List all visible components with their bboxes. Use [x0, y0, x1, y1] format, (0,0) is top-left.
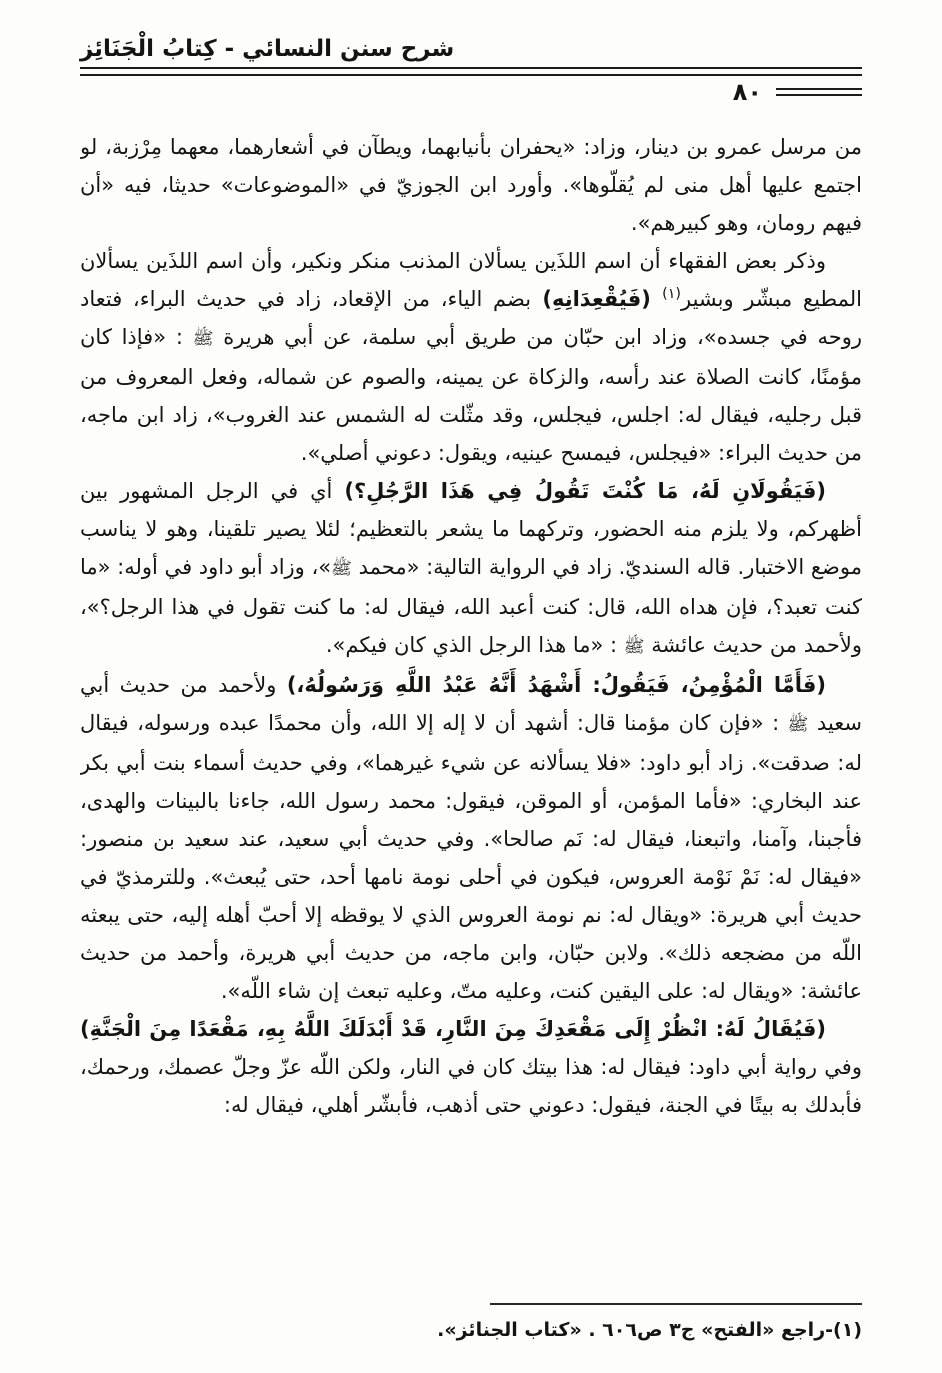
footnote-area — [80, 1295, 862, 1345]
bold-segment: (فَيَقُولَانِ لَهُ، مَا كُنْتَ تَقُولُ فِي هَذَا الرَّجُلِ؟) — [344, 479, 826, 503]
text-segment: وفي رواية أبي داود: فيقال له: هذا بيتك كان في النار، ولكن اللّه عزّ وجلّ عصمك، ورحمك، فأبدلك به بيتًا في الجنة، فيقول: دعوني حتى أذهب، فأبشّر أهلي، فيقال له: — [80, 1055, 862, 1117]
text-segment: وذكر بعض الفقهاء أن اسم اللذَين يسألان المذنب منكر ونكير، وأن اسم اللذَين يسألان المطيع مبشّر وبشير — [80, 249, 862, 311]
honorific-segment: ﷺ — [623, 637, 645, 657]
text-segment: بضم الياء، من الإقعاد، زاد في حديث البراء، فتعاد روحه في جسده»، وزاد ابن حبّان من طريق أبي سلمة، عن أبي هريرة — [80, 287, 862, 349]
page-number-row — [80, 80, 862, 104]
bold-segment: (فَيُقْعِدَانِهِ) — [531, 287, 663, 311]
text-segment: : «فإن كان مؤمنا قال: أشهد أن لا إله إلا الله، وأن محمدًا عبده ورسوله، فيقال له: صدقت». زاد أبو داود: «فلا يسألانه عن شيء غيرهما»، وفي حديث أسماء بنت أبي بكر عند البخاري: «فأما المؤمن، أو الموقن، فيقول: محمد رسول الله، جاءنا بالبينات والهدى، فأجبنا، وآمنا، واتبعنا، فيقال له: نَم صالحا». وفي حديث أبي سعيد، عند سعيد بن منصور: «فيقال له: نَمْ نَوْمة العروس، فيكون في أحلى نومة نامها أحد، حتى يُبعث». وللترمذيّ في حديث أبي هريرة: «ويقال له: نم نومة العروس الذي لا يوقظه إلا أحبّ أهله إليه، حتى يبعثه اللّه من مضجعه ذلك». ولابن حبّان، وابن ماجه، من حديث أبي هريرة، وأحمد من حديث عائشة: «ويقال له: على اليقين كنت، وعليه متّ، وعليه تبعث إن شاء اللّه». — [80, 711, 862, 1003]
text-segment: : «فإذا كان مؤمنًا، كانت الصلاة عند رأسه، والزكاة عن يمينه، والصوم عن شماله، وفعل المعروف من قبل رجليه، فيقال له: اجلس، فيجلس، وقد مثّلت له الشمس عند الغروب»، زاد ابن ماجه، من حديث البراء: «فيجلس، فيمسح عينيه، ويقول: دعوني أصلي». — [80, 325, 862, 465]
honorific-segment: ﷺ — [787, 715, 809, 735]
page-header — [80, 36, 862, 104]
footnote: (١)-راجع «الفتح» ج٣ ص٦٠٦ . «كتاب الجنائز». — [437, 1319, 862, 1341]
book-title: شرح سنن النسائي - كِتابُ الْجَنَائِز — [80, 36, 455, 62]
paragraph — [80, 472, 862, 666]
honorific-segment: ﷺ — [192, 329, 214, 349]
header-rule — [80, 67, 862, 76]
paragraph — [80, 242, 862, 472]
paragraph — [80, 128, 862, 242]
paragraph — [80, 1010, 862, 1124]
page-number: ٨٠ — [732, 78, 762, 106]
text-segment: أي في الرجل المشهور بين أظهركم، ولا يلزم منه الحضور، وتركهما ما يشعر بالتعظيم؛ لئلا يصير تلقينا، وهو لا يناسب موضع الاختبار. قاله السنديّ. زاد في الرواية التالية: «محمد — [80, 479, 862, 579]
page-number-rule — [776, 88, 862, 96]
sup-segment: (١) — [662, 286, 681, 302]
bold-segment: (فَأَمَّا الْمُؤْمِنُ، فَيَقُولُ: أَشْهَدُ أَنَّهُ عَبْدُ اللَّهِ وَرَسُولُهُ،) — [286, 673, 827, 697]
body-text — [80, 128, 862, 1295]
paragraph — [80, 666, 862, 1010]
header-title-row — [80, 36, 862, 62]
text-segment: من مرسل عمرو بن دينار، وزاد: «يحفران بأنيابهما، ويطآن في أشعارهما، معهما مِرْزبة، لو اجتمع عليها أهل منى لم يُقلّوها». وأورد ابن الجوزيّ في «الموضوعات» حديثا، فيه «أن فيهم رومان، وهو كبيرهم». — [80, 135, 862, 235]
text-segment: ولأحمد من حديث أبي سعيد — [80, 673, 862, 735]
text-segment: : «ما هذا الرجل الذي كان فيكم». — [325, 633, 624, 657]
footnote-rule — [490, 1303, 862, 1305]
honorific-segment: ﷺ — [331, 559, 352, 579]
bold-segment: (فَيُقَالُ لَهُ: انْظُرْ إِلَى مَقْعَدِكَ مِنَ النَّارِ، قَدْ أَبْدَلَكَ اللَّهُ بِهِ، مَقْعَدًا مِنَ الْجَنَّةِ) — [80, 1017, 826, 1041]
text-segment: »، وزاد أبو داود في أوله: «ما كنت تعبد؟، فإن هداه الله، قال: كنت أعبد الله، فيقال له: ما كنت تقول في هذا الرجل؟»، ولأحمد من حديث عائشة — [80, 555, 862, 657]
